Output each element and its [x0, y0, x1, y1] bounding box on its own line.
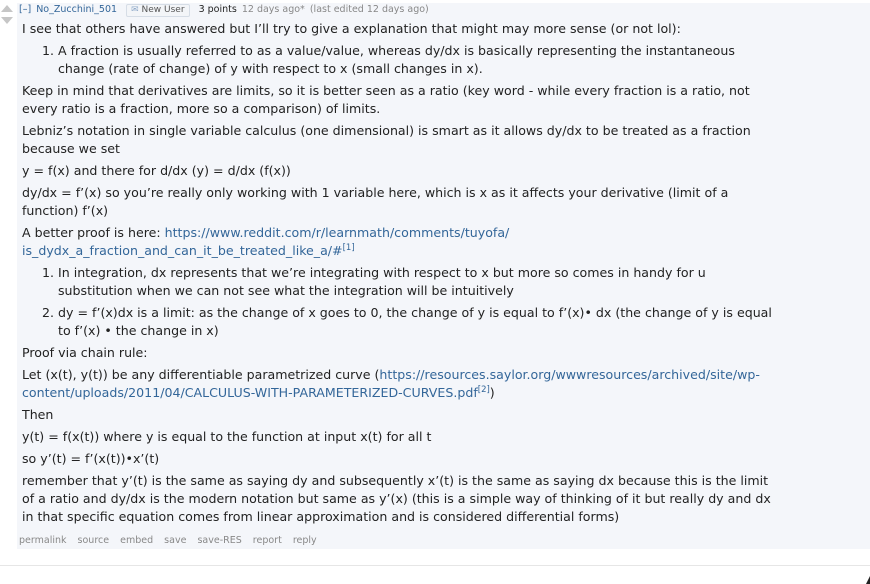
list-item: 2. dy = f’(x)dx is a limit: as the change of x goes to 0, the change of y is equal to f’(x)• dx (the change of y is equal to f’(x) • the change in x): [58, 304, 772, 340]
paragraph: I see that others have answered but I’ll try to give a explanation that might may more sense (or not lol):: [22, 21, 681, 36]
ordered-list: [22, 264, 772, 340]
paragraph: [22, 224, 772, 260]
text: Let (x(t), y(t)) be any differentiable parametrized curve (: [22, 367, 380, 382]
link-text-1: https://www.reddit.com/r/learnmath/comments/tuyofa/: [164, 225, 510, 240]
paragraph: y(t) = f(x(t)) where y is equal to the function at input x(t) for all t: [22, 429, 432, 444]
link-text: https://resources.saylor.org/wwwresources/archived/site/wp-content/uploads/2011/04/CALCULUS-WITH-PARAMETERIZED-CURVES.pdf: [22, 367, 760, 400]
text: ): [489, 385, 495, 400]
message-icon[interactable]: ✉: [131, 5, 139, 15]
text: A better proof is here:: [22, 225, 165, 240]
list-item: 1. In integration, dx represents that we’re integrating with respect to x but more so comes in handy for u substitution when we can not see what the integration will be intuitively: [58, 264, 772, 300]
downvote-arrow-icon[interactable]: [1, 17, 13, 24]
link-text-2: is_dydx_a_fraction_and_can_it_be_treated_like_a/#: [22, 243, 343, 258]
score: 3 points: [198, 4, 237, 15]
comment-body: [22, 20, 772, 530]
source-button[interactable]: source: [77, 535, 110, 546]
upvote-arrow-icon[interactable]: [1, 5, 13, 12]
reply-button[interactable]: reply: [292, 535, 317, 546]
paragraph: Then: [22, 407, 54, 422]
paragraph: remember that y’(t) is the same as saying dy and subsequently x’(t) is the same as saying dx because this is the limit of a ratio and dy/dx is the modern notation but same as y’(x) (this is a simple way of thinking of it but really dy and dx in that specific equation comes from linear approximation and is considered differential forms): [22, 473, 771, 524]
timestamp: 12 days ago*: [241, 4, 305, 15]
flair-label: New User: [141, 5, 185, 15]
paragraph: Lebniz’s notation in single variable calculus (one dimensional) is smart as it allows dy/dx to be treated as a fraction because we set: [22, 123, 751, 156]
vote-arrows: [0, 3, 14, 24]
save-button[interactable]: save: [164, 535, 187, 546]
paragraph: Keep in mind that derivatives are limits, so it is better seen as a ratio (key word - while every fraction is a ratio, not every ratio is a fraction, more so a comparison) of limits.: [22, 83, 750, 116]
collapse-toggle[interactable]: [–]: [19, 4, 32, 15]
user-flair: [126, 4, 189, 17]
list-item: 1. A fraction is usually referred to as a value/value, whereas dy/dx is basically representing the instantaneous change (rate of change) of y with respect to x (small changes in x).: [58, 42, 772, 78]
edited-timestamp: (last edited 12 days ago): [309, 4, 429, 15]
comment-tagline: [19, 3, 429, 17]
ordered-list: [22, 42, 772, 78]
embed-button[interactable]: embed: [120, 535, 154, 546]
reference-2: [2]: [477, 384, 490, 395]
divider: [0, 565, 870, 566]
paragraph: dy/dx = f’(x) so you’re really only working with 1 variable here, which is x as it affects your derivative (limit of a function) f’(x): [22, 185, 729, 218]
cursor-icon: [866, 576, 870, 584]
permalink-button[interactable]: permalink: [19, 535, 67, 546]
save-res-button[interactable]: save-RES: [197, 535, 242, 546]
reference-1: [1]: [342, 242, 355, 253]
report-button[interactable]: report: [252, 535, 282, 546]
paragraph: y = f(x) and there for d/dx (y) = d/dx (f(x)): [22, 163, 291, 178]
paragraph: Proof via chain rule:: [22, 345, 148, 360]
paragraph: [22, 366, 772, 402]
comment-buttons: [19, 535, 325, 546]
paragraph: so y’(t) = f’(x(t))•x’(t): [22, 451, 160, 466]
author-link[interactable]: No_Zucchini_501: [36, 4, 118, 15]
